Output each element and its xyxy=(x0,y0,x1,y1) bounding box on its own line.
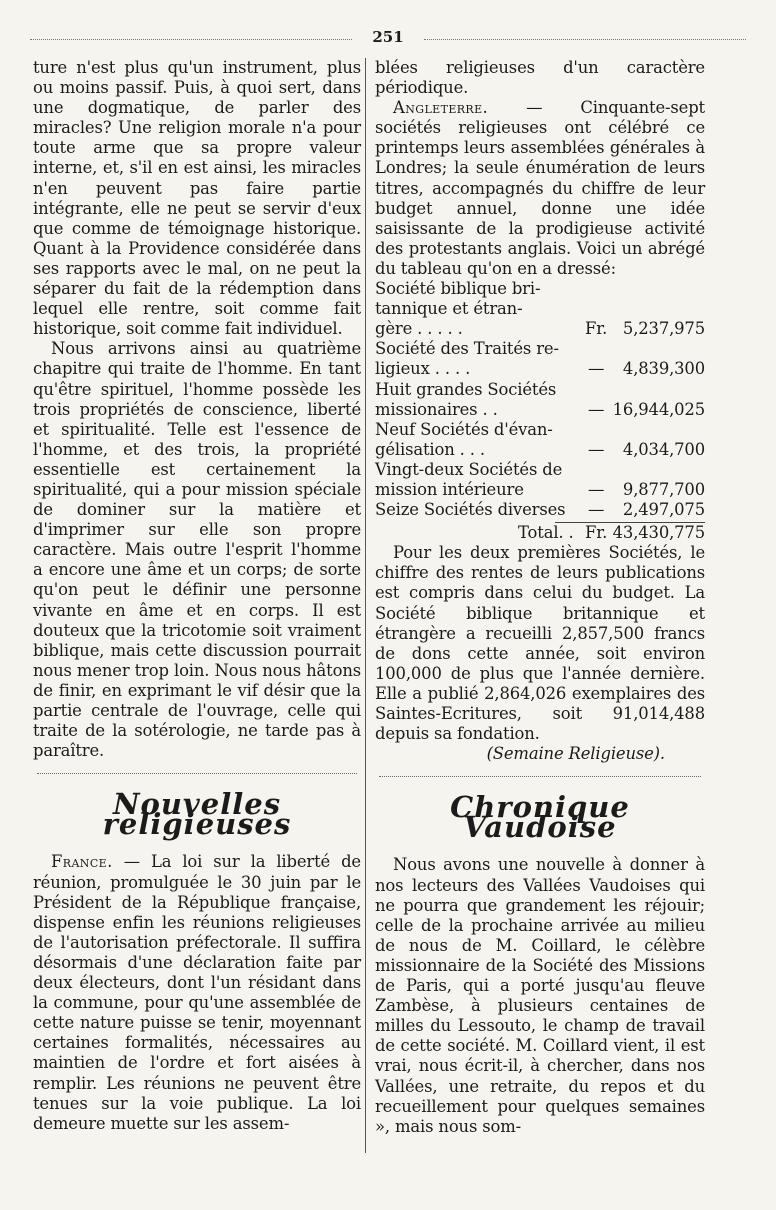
source-citation: (Semaine Religieuse). xyxy=(486,744,665,764)
section-title-chronique: Chronique Vaudoise xyxy=(450,790,630,845)
budget-row-amount: 9,877,700 xyxy=(622,479,705,499)
budget-table-row xyxy=(375,299,705,319)
budget-table-row xyxy=(375,500,705,520)
budget-table-row xyxy=(375,480,705,500)
budget-row-label: Seize Sociétés diverses xyxy=(375,500,566,520)
page-header xyxy=(30,28,746,48)
left-column xyxy=(33,58,361,1134)
budget-row-amount xyxy=(613,420,705,440)
budget-table-row xyxy=(375,359,705,379)
budget-row-currency: — xyxy=(587,479,605,499)
budget-row-amount: 16,944,025 xyxy=(612,399,705,419)
budget-row-currency xyxy=(580,299,613,319)
budget-row-currency xyxy=(580,339,613,359)
budget-table-row xyxy=(375,400,705,420)
budget-row-currency: — xyxy=(587,399,605,419)
budget-row-currency: — xyxy=(587,359,605,379)
budget-row-amount: 4,034,700 xyxy=(622,439,705,459)
budget-row-amount xyxy=(613,299,705,319)
budget-row-label: tannique et étran- xyxy=(375,299,523,319)
budget-table xyxy=(375,279,705,520)
total-amount: 43,430,775 xyxy=(612,523,705,543)
france-paragraph xyxy=(33,852,361,1133)
budget-row-amount: 5,237,975 xyxy=(622,319,705,339)
budget-table-row xyxy=(375,319,705,339)
budget-row-currency xyxy=(580,380,613,400)
budget-row-currency: Fr. xyxy=(585,319,608,339)
budget-row-amount xyxy=(613,339,705,359)
after-table-paragraph: Pour les deux premières Sociétés, le chiffre des rentes de leurs publications est compris dans celui du budget. La Société biblique britannique et étrangère a recueilli 2,857,500 francs de dons cette année, soit environ 100,000 de plus que l'année dernière. Elle a publié 2,864,026 exemplaires des Saintes-Ecritures, soit 91,014,488 depuis sa fondation. xyxy=(375,543,705,744)
budget-row-label: missionaires . . xyxy=(375,399,498,419)
budget-row-label: gère . . . . . xyxy=(375,319,463,339)
budget-row-currency: — xyxy=(587,500,605,520)
budget-row-amount xyxy=(613,380,705,400)
budget-row-label: Neuf Sociétés d'évan- xyxy=(375,419,553,439)
chronique-paragraph: Nous avons une nouvelle à donner à nos lecteurs des Vallées Vaudoises qui ne pourra que grandement les réjouir; celle de la prochaine arrivée au milieu de nous de M. Coillard, le célèbre missionnaire de la Société des Missions de Paris, qui a porté jusqu'au fleuve Zambèse, à plusieurs centaines de milles du Lessouto, le champ de travail de cette société. M. Coillard vient, il est vrai, nous écrit-il, à chercher, dans nos Vallées, une retraite, du repos et du recueillement pour quelques semaines », mais nous som- xyxy=(375,855,705,1136)
france-label: France. xyxy=(51,852,113,872)
budget-row-amount: 2,497,075 xyxy=(622,500,705,520)
section-divider-right xyxy=(379,776,701,777)
budget-table-row xyxy=(375,420,705,440)
budget-total xyxy=(375,523,705,543)
total-currency: Fr. xyxy=(585,523,608,543)
budget-row-label: Société des Traités re- xyxy=(375,339,559,359)
budget-table-row xyxy=(375,440,705,460)
angleterre-text: — Cinquante-sept sociétés religieuses ont célébré ce printemps leurs assemblées générales à Londres; la seule énumération de leurs titres, accompagnés du chiffre de leur budget annuel, donne une idée saisissante de la prodigieuse activité des protestants anglais. Voici un abrégé du tableau qu'on en a dressé: xyxy=(375,98,705,278)
budget-table-row xyxy=(375,339,705,359)
budget-row-label: Huit grandes Sociétés xyxy=(375,379,557,399)
budget-table-row xyxy=(375,279,705,299)
angleterre-label: Angleterre. xyxy=(393,98,489,118)
total-row xyxy=(375,523,705,543)
angleterre-paragraph xyxy=(375,98,705,279)
budget-row-currency xyxy=(580,460,613,480)
budget-table-row xyxy=(375,380,705,400)
budget-row-currency: — xyxy=(587,439,605,459)
budget-row-currency xyxy=(580,279,613,299)
france-text: — La loi sur la liberté de réunion, promulguée le 30 juin par le Président de la République française, dispense enfin les réunions religieuses de l'autorisation préfectorale. Il suffira désormais d'une déclaration faite par deux électeurs, dont l'un résidant dans la commune, pour qu'une assemblée de cette nature puisse se tenir, moyennant certaines formalités, nécessaires au maintien de l'ordre et fort aisées à remplir. Les réunions ne peuvent être tenues sur la voie publique. La loi demeure muette sur les assem- xyxy=(33,852,361,1133)
budget-row-label: Société biblique bri- xyxy=(375,279,541,299)
continuation-text: blées religieuses d'un caractère périodique. xyxy=(375,58,705,98)
budget-row-label: gélisation . . . xyxy=(375,439,485,459)
column-divider xyxy=(365,58,366,1153)
right-column xyxy=(375,58,705,1137)
page-number: 251 xyxy=(372,28,404,46)
budget-row-amount xyxy=(613,460,705,480)
budget-row-label: Vingt-deux Sociétés de xyxy=(375,459,563,479)
budget-row-amount xyxy=(613,279,705,299)
review-paragraph-1: ture n'est plus qu'un instrument, plus ou moins passif. Puis, à quoi sert, dans une dogmatique, de parler des miracles? Une religion morale n'a pour toute arme que sa propre valeur interne, et, s'il en est ainsi, les miracles n'en peuvent pas faire partie intégrante, elle ne peut se servir d'eux que comme de témoignage historique. Quant à la Providence considérée dans ses rapports avec le mal, on ne peut la séparer du fait de la rédemption dans lequel elle rentre, soit comme fait historique, soit comme fait individuel. xyxy=(33,58,361,339)
total-label: Total. . xyxy=(518,523,574,543)
review-paragraph-2: Nous arrivons ainsi au quatrième chapitre qui traite de l'homme. En tant qu'être spirituel, l'homme possède les trois propriétés de conscience, liberté et spiritualité. Telle est l'essence de l'homme, et des trois, la propriété essentielle est certainement la spiritualité, qui a pour mission spéciale de dominer sur la matière et d'imprimer sur elle son propre caractère. Mais outre l'esprit l'homme a encore une âme et un corps; de sorte qu'on peut le définir une personne vivante en âme et en corps. Il est douteux que la tricotomie soit vraiment biblique, mais cette discussion pourrait nous mener trop loin. Nous nous hâtons de finir, en exprimant le vif désir que la partie centrale de l'ouvrage, celle qui traite de la sotérologie, ne tarde pas à paraître. xyxy=(33,339,361,761)
section-divider xyxy=(37,773,357,774)
budget-row-label: mission intérieure xyxy=(375,479,524,499)
budget-row-amount: 4,839,300 xyxy=(622,359,705,379)
header-rule-right xyxy=(424,39,746,40)
budget-row-label: ligieux . . . . xyxy=(375,359,471,379)
budget-table-row xyxy=(375,460,705,480)
section-title-nouvelles: Nouvelles religieuses xyxy=(102,787,292,842)
budget-row-currency xyxy=(580,420,613,440)
